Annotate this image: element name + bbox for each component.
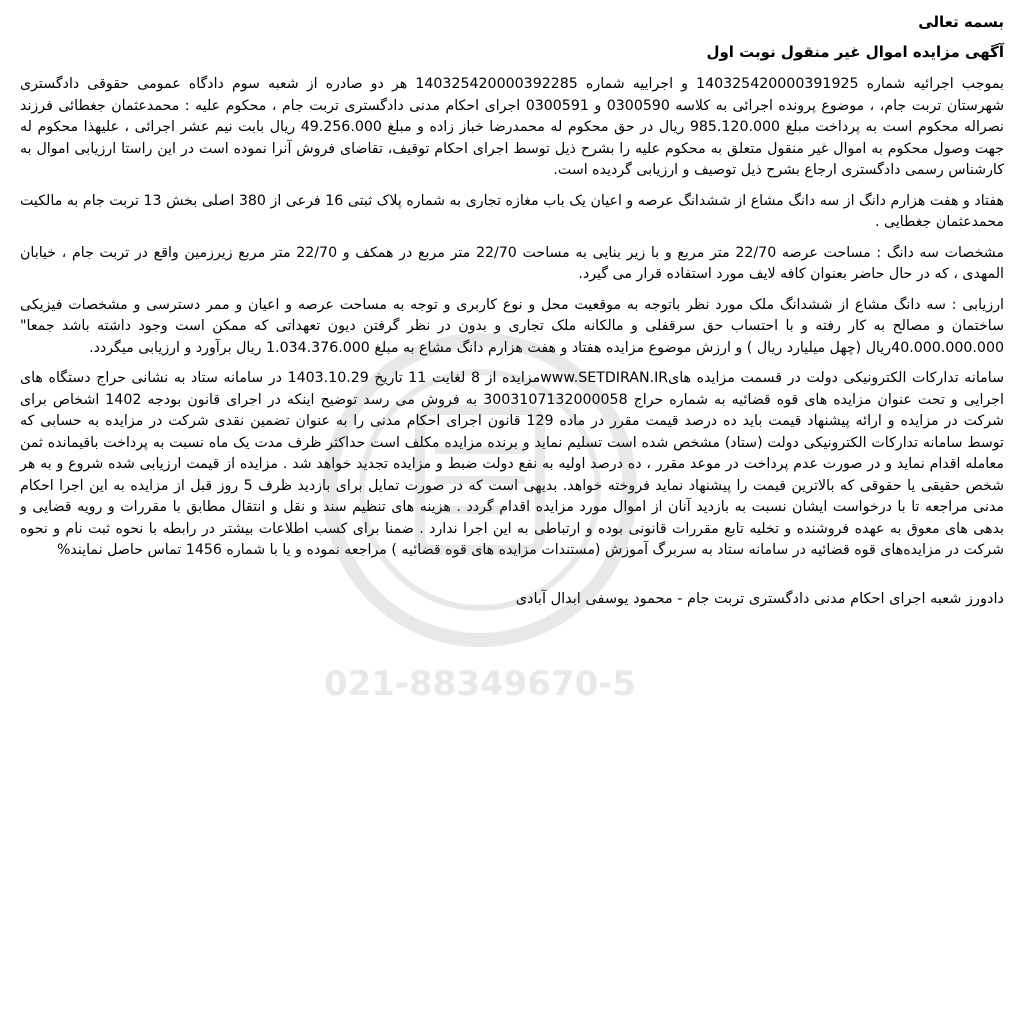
paragraph-auction-terms: سامانه تدارکات الکترونیکی دولت در قسمت مزایده هایwww.SETDIRAN.IRمزایده از 8 لغایت 11 تاریخ 1403.10.29 در سامانه ستاد به نشانی حراج دستگاه های اجرایی و تحت عنوان مزایده های قوه قضائیه به شماره حراج 3003107132000058 به فروش می رسد توضیح اینکه در اجرای قانون بودجه 1402 اشخاص برای شرکت در مزایده و ارائه پیشنهاد قیمت باید ده درصد قیمت مقرر در ماده 129 قانون اجرای احکام مدنی را به عنوان تضمین نقدی شرکت در مزایده به حسابی که توسط سامانه تدارکات الکترونیکی دولت (ستاد) مشخص شده است تسلیم نماید و برنده مزایده مکلف است حداکثر ظرف مدت یک ماه نسبت به پرداخت باقیمانده ثمن معامله اقدام نماید و در صورت عدم پرداخت در موعد مقرر ، ده درصد اولیه به نفع دولت ضبط و مزایده تجدید خواهد شد . مزایده از قیمت ارزیابی شده شروع و به هر شخص حقیقی یا حقوقی که بالاترین قیمت را پیشنهاد نماید فروخته خواهد. بدیهی است که در صورت تمایل برای بازدید ظرف 5 روز قبل از مزایده به این اجرا احکام مدنی مراجعه تا با درخواست ایشان نسبت به بازدید آنان از اموال مورد مزایده اقدام گردد . هزینه های تنظیم سند و نقل و انتقال مطابق با مقررات و رویه قضایی و بدهی های معوق به عهده فروشنده و تخلیه تابع مقررات قانونی بوده و ارتباطی به این اجرا ندارد . ضمنا برای کسب اطلاعات بیشتر در رابطه با نحوه ثبت نام و نحوه شرکت در مزایده‌های قوه قضائیه در سامانه ستاد به سربرگ آموزش (مستندات مزایده های قوه قضائیه ) مراجعه نموده و یا با شماره 1456 تماس حاصل نمایند% <box>20 370 1005 558</box>
signature-line: دادورز شعبه اجرای احکام مدنی دادگستری تربت جام - محمود یوسفی ابدال آبادی <box>515 590 1004 607</box>
paragraph-valuation: ارزیابی : سه دانگ مشاع از ششدانگ ملک مورد نظر باتوجه به موقعیت محل و نوع کاربری و توجه به مساحت عرصه و اعیان و ممر دسترسی و مشخصات فیزیکی ساختمان و مصالح به کار رفته و با احتساب حق سرقفلی و مالکانه ملک تجاری و بدون در نظر گرفتن دیون تعهداتی که ممکن است وجود داشته باشد جمعا" 40.000.000.000ریال (چهل میلیارد ریال ) و ارزش موضوع مزایده هفتاد و هفت هزارم دانگ مشاع به مبلغ 1.034.376.000 ریال برآورد و ارزیابی میگردد. <box>20 296 1004 356</box>
announcement-subtitle: آگهی مزایده اموال غیر منقول نوبت اول <box>706 43 1004 61</box>
page-title: بسمه تعالی <box>918 13 1004 31</box>
paragraph-property-share: هفتاد و هفت هزارم دانگ از سه دانگ مشاع از ششدانگ عرصه و اعیان یک باب مغازه تجاری به شماره پلاک ثبتی 16 فرعی از 380 اصلی بخش 13 تربت جام به مالکیت محمدعثمان جغطایی . <box>20 192 1004 230</box>
paragraph-property-specs: مشخصات سه دانگ : مساحت عرصه 22/70 متر مربع و با زیر بنایی به مساحت 22/70 متر مربع در همکف و 22/70 متر مربع زیرزمین واقع در تربت جام ، خیابان المهدی ، که در حال حاضر بعنوان کافه لایف مورد استفاده قرار می گیرد. <box>20 244 1004 282</box>
paragraph-execution-order: بموجب اجرائیه شماره 140325420000391925 و اجراییه شماره 140325420000392285 هر دو صادره از شعبه سوم دادگاه عمومی حقوقی دادگستری شهرستان تربت جام، ، موضوع پرونده اجرائی به کلاسه 0300590 و 0300591 اجرای احکام مدنی دادگستری تربت جام ، محکوم علیه : محمدعثمان جغطائی فرزند نصراله محکوم است به پرداخت مبلغ 985.120.000 ریال در حق محکوم له محمدرضا خباز زاده و مبلغ 49.256.000 ریال بابت نیم عشر اجرائی ، علیهذا محکوم له جهت وصول محکوم به اموال غیر منقول متعلق به محکوم علیه را بشرح ذیل توسط اجرای احکام توقیف، تقاضای فروش آنرا نموده است در این راستا ارزیابی اموال به کارشناس رسمی دادگستری ارجاع بشرح ذیل توصیف و ارزیابی گردیده است. <box>20 76 1005 178</box>
svg-text:021-88349670-5: 021-88349670-5 <box>323 664 637 704</box>
